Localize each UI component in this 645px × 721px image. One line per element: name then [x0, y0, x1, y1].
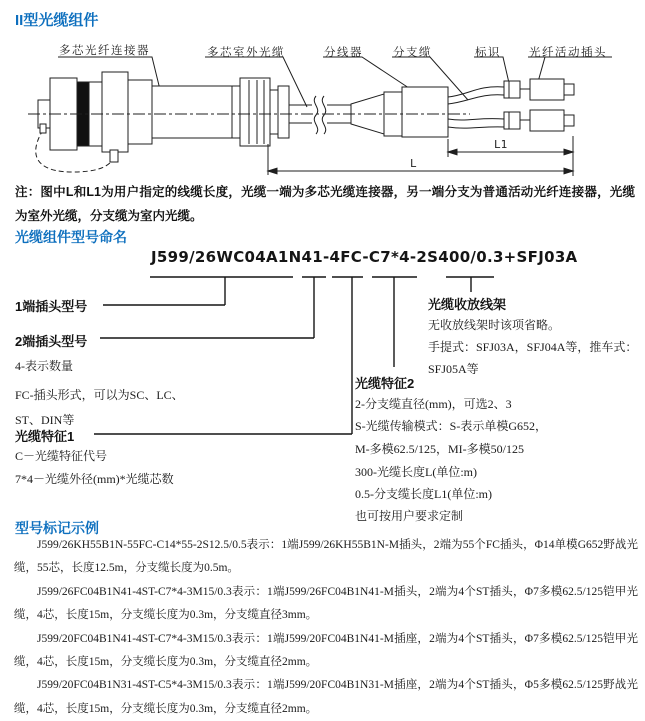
dust-cap-lanyard — [36, 124, 118, 172]
outdoor-cable — [289, 96, 351, 134]
feature1-line: 7*4－光缆外径(mm)*光缆芯数 — [15, 472, 174, 486]
dimension-L1 — [448, 136, 573, 176]
feature2-line: 0.5-分支缆长度L1(单位:m) — [355, 487, 492, 501]
feature2-line: 300-光缆长度L(单位:m) — [355, 465, 477, 479]
examples-block — [14, 534, 638, 721]
label-fiber-plug: 光纤活动插头 — [529, 47, 607, 59]
multicore-connector — [38, 72, 289, 152]
marker-tags — [504, 81, 520, 129]
example-paragraph: J599/20FC04B1N31-4ST-C5*4-3M15/0.3表示：1端J599/20FC04B1N31-M插座，2端为4个ST插头，Φ5多模62.5/125野战光缆，4芯，长度15m，分支缆长度为0.3m，分支缆直径2mm。 — [14, 679, 638, 715]
reel-line: 手提式：SFJ03A，SFJ04A等，推车式： — [428, 340, 638, 354]
fiber-plugs — [520, 79, 574, 131]
label-multicore-connector: 多芯光纤连接器 — [59, 45, 150, 57]
feature1-label: 光缆特征1 — [15, 429, 75, 444]
plug2-line: ST、DIN等 — [15, 413, 75, 427]
splitter-box — [402, 87, 448, 137]
page-title: II型光缆组件 — [15, 12, 99, 29]
example-paragraph: J599/20FC04B1N41-4ST-C7*4-3M15/0.3表示：1端J599/20FC04B1N41-M插座，2端为4个ST插头，Φ7多模62.5/125铠甲光缆，4芯，长度15m，分支缆长度为0.3m，分支缆直径2mm。 — [14, 632, 638, 669]
feature2-label: 光缆特征2 — [355, 376, 415, 391]
plug1-label: 1端插头型号 — [15, 299, 88, 314]
label-marker-tag: 标识 — [475, 47, 501, 59]
example-paragraph: J599/26FC04B1N41-4ST-C7*4-3M15/0.3表示：1端J599/26FC04B1N41-M插头，2端为4个ST插头，Φ7多模62.5/125铠甲光缆，4芯，长度15m，分支缆长度为0.3m，分支缆直径3mm。 — [14, 585, 638, 622]
diagram-leader-lines — [58, 57, 612, 110]
feature2-line: 2-分支缆直径(mm)，可选2、3 — [355, 397, 512, 411]
plug2-line: 4-表示数量 — [15, 359, 73, 373]
branch-cables — [448, 87, 504, 128]
splitter — [351, 87, 448, 137]
label-branch-cable: 分支缆 — [393, 47, 432, 59]
feature1-line: C－光缆特征代号 — [15, 449, 108, 463]
plug2-line: FC-插头形式，可以为SC、LC、 — [15, 388, 184, 402]
plug2-label: 2端插头型号 — [15, 334, 88, 349]
model-code: J599/26WC04A1N41-4FC-C7*4-2S400/0.3+SFJ03A — [151, 248, 578, 266]
example-paragraph: J599/26KH55B1N-55FC-C14*55-2S12.5/0.5表示：1端J599/26KH55B1N-M插头，2端为55个FC插头，Φ14单模G652野战光缆，55芯，长度12.5m，分支缆长度为0.5m。 — [14, 539, 638, 575]
naming-heading: 光缆组件型号命名 — [15, 229, 127, 245]
feature2-line: S-光缆传输模式：S-表示单模G652， — [355, 419, 548, 433]
coupling-nut — [240, 78, 270, 146]
dim-label-L: L — [410, 157, 417, 170]
reel-line: SFJ05A等 — [428, 362, 479, 376]
reel-label: 光缆收放线架 — [428, 297, 507, 312]
feature2-line: M-多模62.5/125，MI-多模50/125 — [355, 442, 524, 456]
note-paragraph: 注：图中L和L1为用户指定的线缆长度，光缆一端为多芯光缆连接器，另一端分支为普通活动光纤连接器，光缆为室外光缆，分支缆为室内光缆。 — [15, 185, 635, 223]
dim-label-L1: L1 — [494, 138, 508, 151]
label-splitter: 分线器 — [324, 47, 363, 59]
examples-heading: 型号标记示例 — [15, 520, 99, 536]
reel-line: 无收放线架时该项省略。 — [428, 318, 561, 332]
feature2-line: 也可按用户要求定制 — [355, 509, 464, 523]
label-outdoor-cable: 多芯室外光缆 — [207, 47, 285, 59]
dimension-L — [268, 144, 573, 175]
